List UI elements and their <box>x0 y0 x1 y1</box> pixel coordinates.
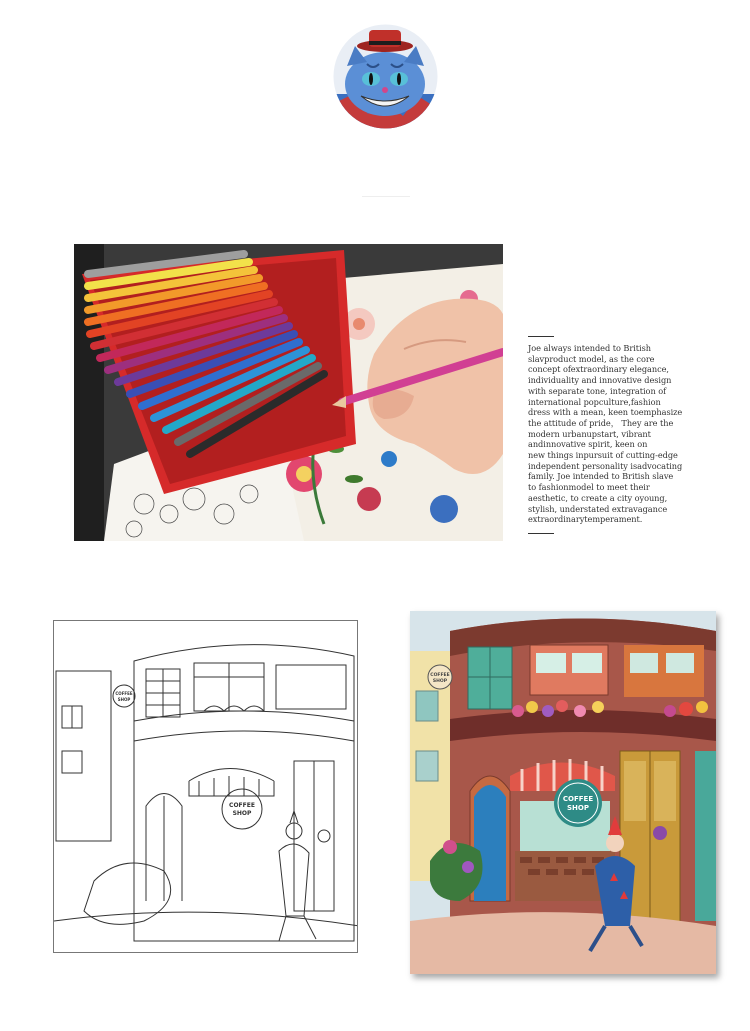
sketch-sign-line1: COFFEE <box>229 802 255 809</box>
description-line: andinnovative spirit, keen on <box>528 439 648 450</box>
description-line: slavproduct model, as the core <box>528 353 655 364</box>
section-divider <box>362 196 410 197</box>
description-top-rule <box>528 336 554 337</box>
description-line: dress with a mean, keen toemphasize <box>528 407 683 418</box>
description-line: Joe always intended to British <box>528 343 651 353</box>
description-line: with separate tone, integration of <box>528 385 667 396</box>
sketch-small-sign-line2: SHOP <box>117 697 131 702</box>
cheshire-cat-icon <box>333 24 438 129</box>
brand-logo <box>333 24 438 129</box>
description-line: independent personality isadvocating <box>528 460 683 471</box>
sketch-small-sign-line1: COFFEE <box>115 691 133 696</box>
description-line: concept ofextraordinary elegance, <box>528 364 669 375</box>
colored-small-sign-line2: SHOP <box>432 679 448 684</box>
sketch-sign-line2: SHOP <box>232 810 252 817</box>
colored-small-sign-line1: COFFEE <box>430 673 450 678</box>
description-line: to fashionmodel to meet their <box>528 482 650 493</box>
description-body <box>528 343 728 525</box>
colored-sign-layer <box>410 611 716 974</box>
description-line: the attitude of pride， They are the <box>528 417 674 428</box>
product-photo-pencils <box>74 244 503 541</box>
description-line: extraordinarytemperament. <box>528 514 643 525</box>
brand-description <box>528 336 728 534</box>
coffee-shop-sketch <box>54 621 358 953</box>
description-bottom-rule <box>528 533 554 534</box>
description-line: stylish, understated extravagance <box>528 503 668 514</box>
coloring-page-colored <box>410 611 716 974</box>
pencils-coloring-photo <box>74 244 503 541</box>
description-line: individuality and innovative design <box>528 375 672 386</box>
description-line: family. Joe intended to British slave <box>528 471 674 482</box>
description-line: new things inpursuit of cutting-edge <box>528 450 678 461</box>
coloring-page-sketch <box>53 620 358 953</box>
colored-sign-line1: COFFEE <box>562 795 594 803</box>
description-line: modern urbanupstart, vibrant <box>528 428 651 439</box>
description-line: international popculture,fashion <box>528 396 661 407</box>
colored-sign-line2: SHOP <box>567 804 589 812</box>
description-line: aesthetic, to create a city oyoung, <box>528 492 668 503</box>
